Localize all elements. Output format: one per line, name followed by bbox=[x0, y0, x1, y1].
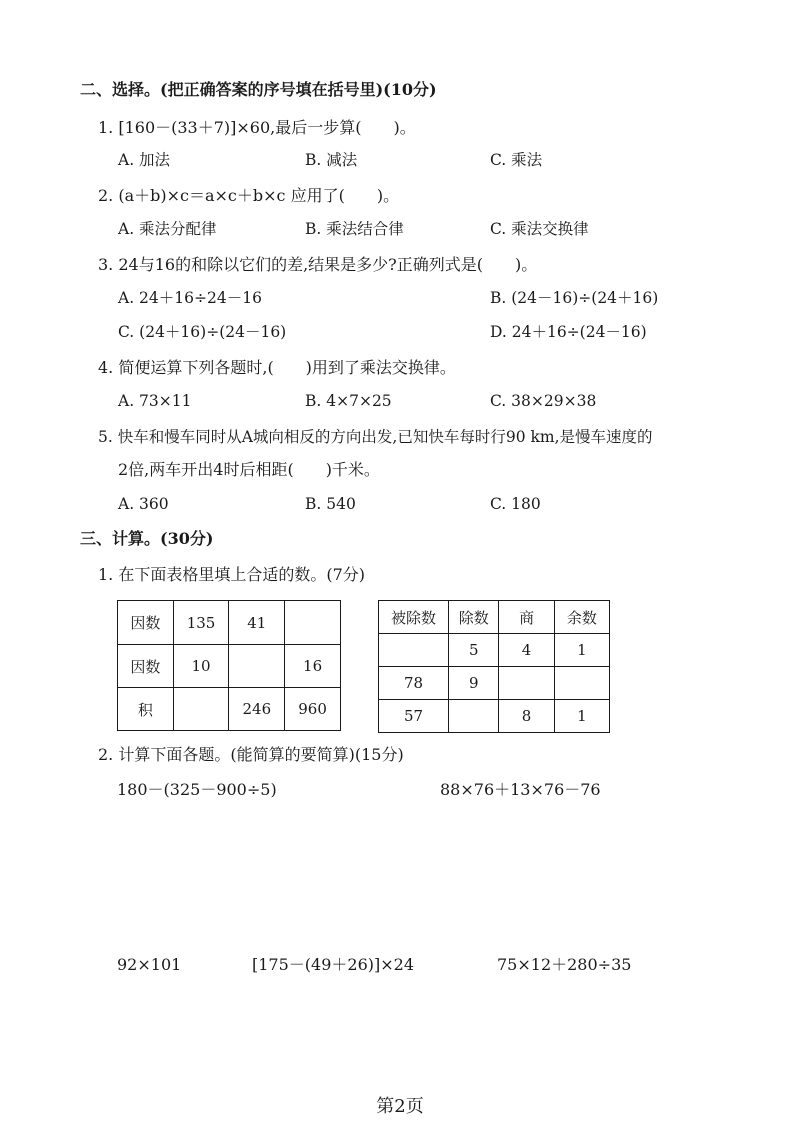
table-cell bbox=[229, 645, 285, 688]
table-cell: 960 bbox=[285, 688, 341, 731]
q5-option-c: C. 180 bbox=[490, 495, 541, 513]
section3-question-1: 1. 在下面表格里填上合适的数。(7分) bbox=[98, 565, 366, 584]
table-cell bbox=[499, 667, 554, 700]
table-cell: 积 bbox=[118, 688, 174, 731]
factor-product-table bbox=[117, 600, 341, 731]
table-row bbox=[379, 667, 610, 700]
section3-title: 三、计算。(30分) bbox=[80, 529, 214, 548]
q3-option-d: D. 24＋16÷(24－16) bbox=[490, 323, 647, 341]
question-2: 2. (a＋b)×c＝a×c＋b×c 应用了( )。 bbox=[98, 186, 400, 205]
q1-option-a: A. 加法 bbox=[118, 151, 171, 169]
table-cell bbox=[449, 700, 499, 733]
page-number: 第2页 bbox=[376, 1096, 424, 1117]
table-cell: 1 bbox=[554, 634, 609, 667]
table-cell: 246 bbox=[229, 688, 285, 731]
q4-option-b: B. 4×7×25 bbox=[305, 392, 392, 410]
table-cell: 10 bbox=[173, 645, 229, 688]
table-cell: 4 bbox=[499, 634, 554, 667]
table-row bbox=[118, 601, 341, 645]
calc-expression-3: 92×101 bbox=[117, 955, 182, 974]
table-cell bbox=[379, 634, 449, 667]
table-cell: 1 bbox=[554, 700, 609, 733]
q1-option-c: C. 乘法 bbox=[490, 151, 543, 169]
table-header-cell: 商 bbox=[499, 601, 554, 634]
calc-expression-4: [175－(49＋26)]×24 bbox=[252, 955, 414, 974]
division-table bbox=[378, 600, 610, 733]
table-cell bbox=[285, 601, 341, 645]
table-cell: 57 bbox=[379, 700, 449, 733]
q4-option-c: C. 38×29×38 bbox=[490, 392, 597, 410]
section2-title: 二、选择。(把正确答案的序号填在括号里)(10分) bbox=[80, 80, 437, 99]
table-cell bbox=[173, 688, 229, 731]
table-cell: 5 bbox=[449, 634, 499, 667]
q5-option-a: A. 360 bbox=[118, 495, 169, 513]
q3-option-a: A. 24＋16÷24－16 bbox=[118, 289, 262, 307]
question-3: 3. 24与16的和除以它们的差,结果是多少?正确列式是( )。 bbox=[98, 255, 538, 274]
table-cell: 78 bbox=[379, 667, 449, 700]
question-5: 5. 快车和慢车同时从A城向相反的方向出发,已知快车每时行90 km,是慢车速度的 bbox=[98, 428, 653, 446]
table-cell: 因数 bbox=[118, 601, 174, 645]
table-row bbox=[379, 700, 610, 733]
q4-option-a: A. 73×11 bbox=[118, 392, 192, 410]
calc-expression-1: 180－(325－900÷5) bbox=[117, 780, 277, 799]
q1-option-b: B. 减法 bbox=[305, 151, 358, 169]
table-header-cell: 余数 bbox=[554, 601, 609, 634]
table-cell bbox=[554, 667, 609, 700]
table-row bbox=[379, 634, 610, 667]
question-1: 1. [160－(33＋7)]×60,最后一步算( )。 bbox=[98, 118, 416, 137]
q2-option-c: C. 乘法交换律 bbox=[490, 220, 589, 238]
calc-expression-2: 88×76＋13×76－76 bbox=[440, 780, 601, 799]
question-5-cont: 2倍,两车开出4时后相距( )千米。 bbox=[118, 460, 380, 479]
table-row bbox=[118, 645, 341, 688]
table-cell: 因数 bbox=[118, 645, 174, 688]
q2-option-b: B. 乘法结合律 bbox=[305, 220, 404, 238]
table-cell: 16 bbox=[285, 645, 341, 688]
q3-option-b: B. (24－16)÷(24＋16) bbox=[490, 289, 659, 307]
table-cell: 9 bbox=[449, 667, 499, 700]
calc-expression-5: 75×12＋280÷35 bbox=[497, 955, 632, 974]
table-cell: 135 bbox=[173, 601, 229, 645]
table-cell: 41 bbox=[229, 601, 285, 645]
q5-option-b: B. 540 bbox=[305, 495, 356, 513]
section3-question-2: 2. 计算下面各题。(能简算的要简算)(15分) bbox=[98, 745, 404, 764]
q2-option-a: A. 乘法分配律 bbox=[118, 220, 217, 238]
q3-option-c: C. (24＋16)÷(24－16) bbox=[118, 323, 287, 341]
table-header-cell: 除数 bbox=[449, 601, 499, 634]
question-4: 4. 简便运算下列各题时,( )用到了乘法交换律。 bbox=[98, 358, 456, 377]
table-row bbox=[118, 688, 341, 731]
table-header-cell: 被除数 bbox=[379, 601, 449, 634]
table-header-row bbox=[379, 601, 610, 634]
table-cell: 8 bbox=[499, 700, 554, 733]
